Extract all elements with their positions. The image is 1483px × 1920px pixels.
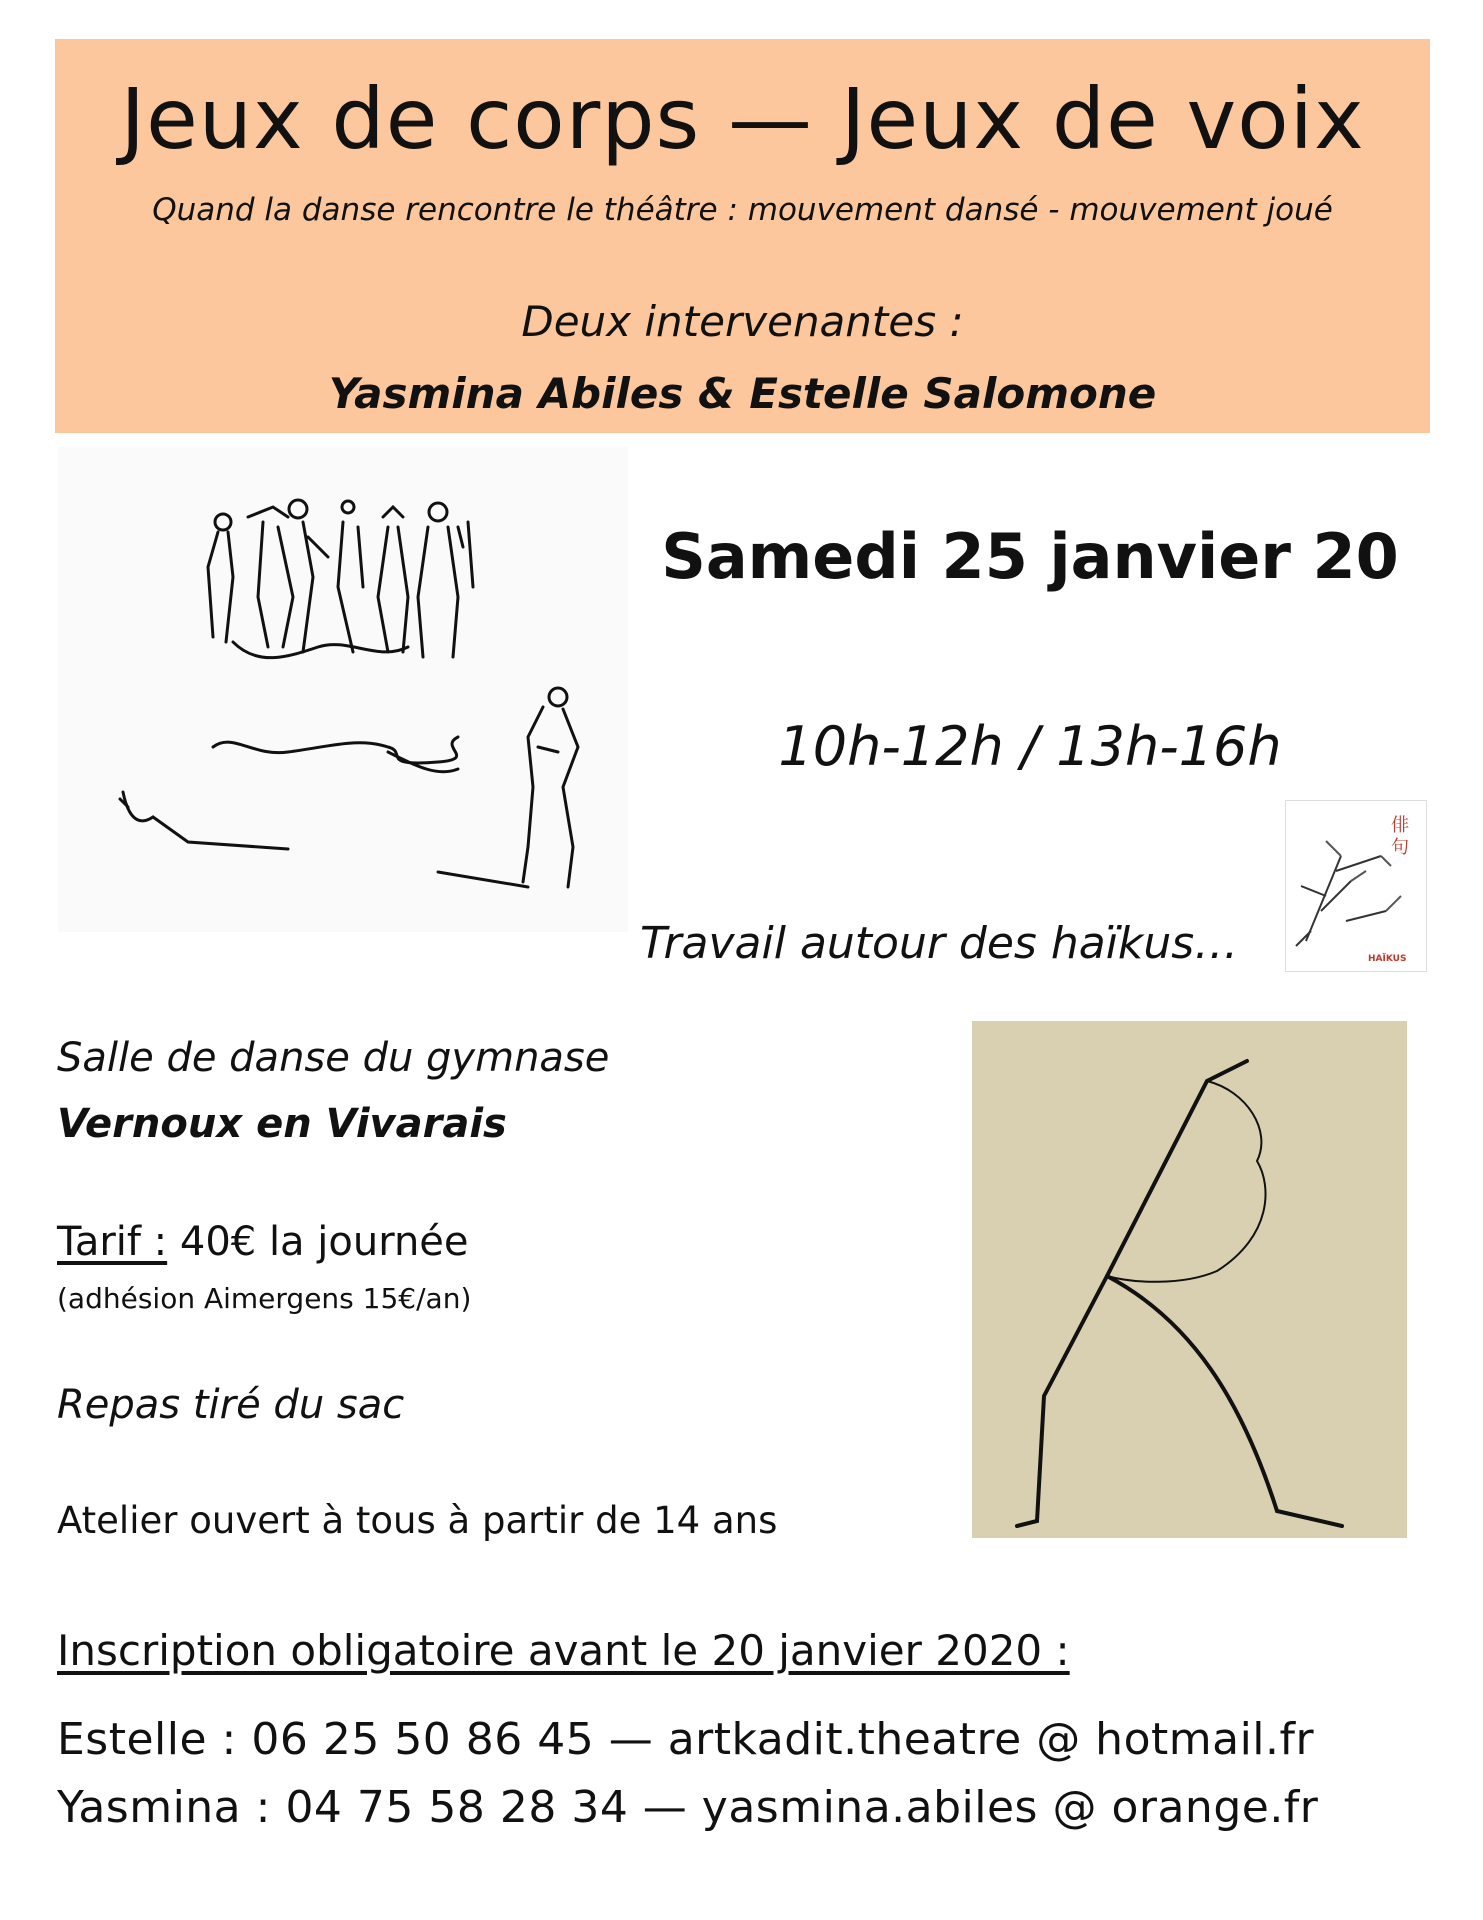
dancers-sketch-image <box>58 447 628 932</box>
membership-note: (adhésion Aimergens 15€/an) <box>57 1282 472 1315</box>
haiku-glyph-1: 俳 <box>1391 815 1409 836</box>
intervenants-label: Deux intervenantes : <box>521 297 964 346</box>
venue-room: Salle de danse du gymnase <box>57 1035 610 1081</box>
contact-estelle: Estelle : 06 25 50 86 45 — artkadit.theatre @ hotmail.fr <box>57 1714 1315 1765</box>
lying-figure-drawing <box>120 737 458 849</box>
event-date: Samedi 25 janvier 20 <box>661 520 1399 593</box>
pricing-label: Tarif : <box>57 1219 168 1265</box>
page-subtitle: Quand la danse rencontre le théâtre : mouvement dansé - mouvement joué <box>152 192 1333 228</box>
event-theme: Travail autour des haïkus… <box>640 918 1239 969</box>
meal-note: Repas tiré du sac <box>57 1382 405 1428</box>
haiku-glyph-2: 句 <box>1391 837 1409 858</box>
dancers-group-drawing <box>208 500 473 658</box>
intervenants-names: Yasmina Abiles & Estelle Salomone <box>328 369 1157 418</box>
event-hours: 10h-12h / 13h-16h <box>778 715 1282 778</box>
pricing-value: 40€ la journée <box>179 1219 469 1265</box>
audience-note: Atelier ouvert à tous à partir de 14 ans <box>57 1499 778 1542</box>
haiku-caption: HAÏKUS <box>1368 954 1407 964</box>
venue-town: Vernoux en Vivarais <box>57 1101 507 1147</box>
pricing-line <box>57 1219 469 1265</box>
registration-heading: Inscription obligatoire avant le 20 janvier 2020 : <box>57 1626 1070 1675</box>
figure-line-drawing-image <box>972 1021 1407 1538</box>
header-banner <box>55 39 1430 433</box>
haiku-bamboo-image <box>1285 800 1427 972</box>
contact-yasmina: Yasmina : 04 75 58 28 34 — yasmina.abiles @ orange.fr <box>57 1782 1319 1833</box>
page-title: Jeux de corps — Jeux de voix <box>120 70 1365 168</box>
standing-figure-drawing <box>438 688 578 887</box>
